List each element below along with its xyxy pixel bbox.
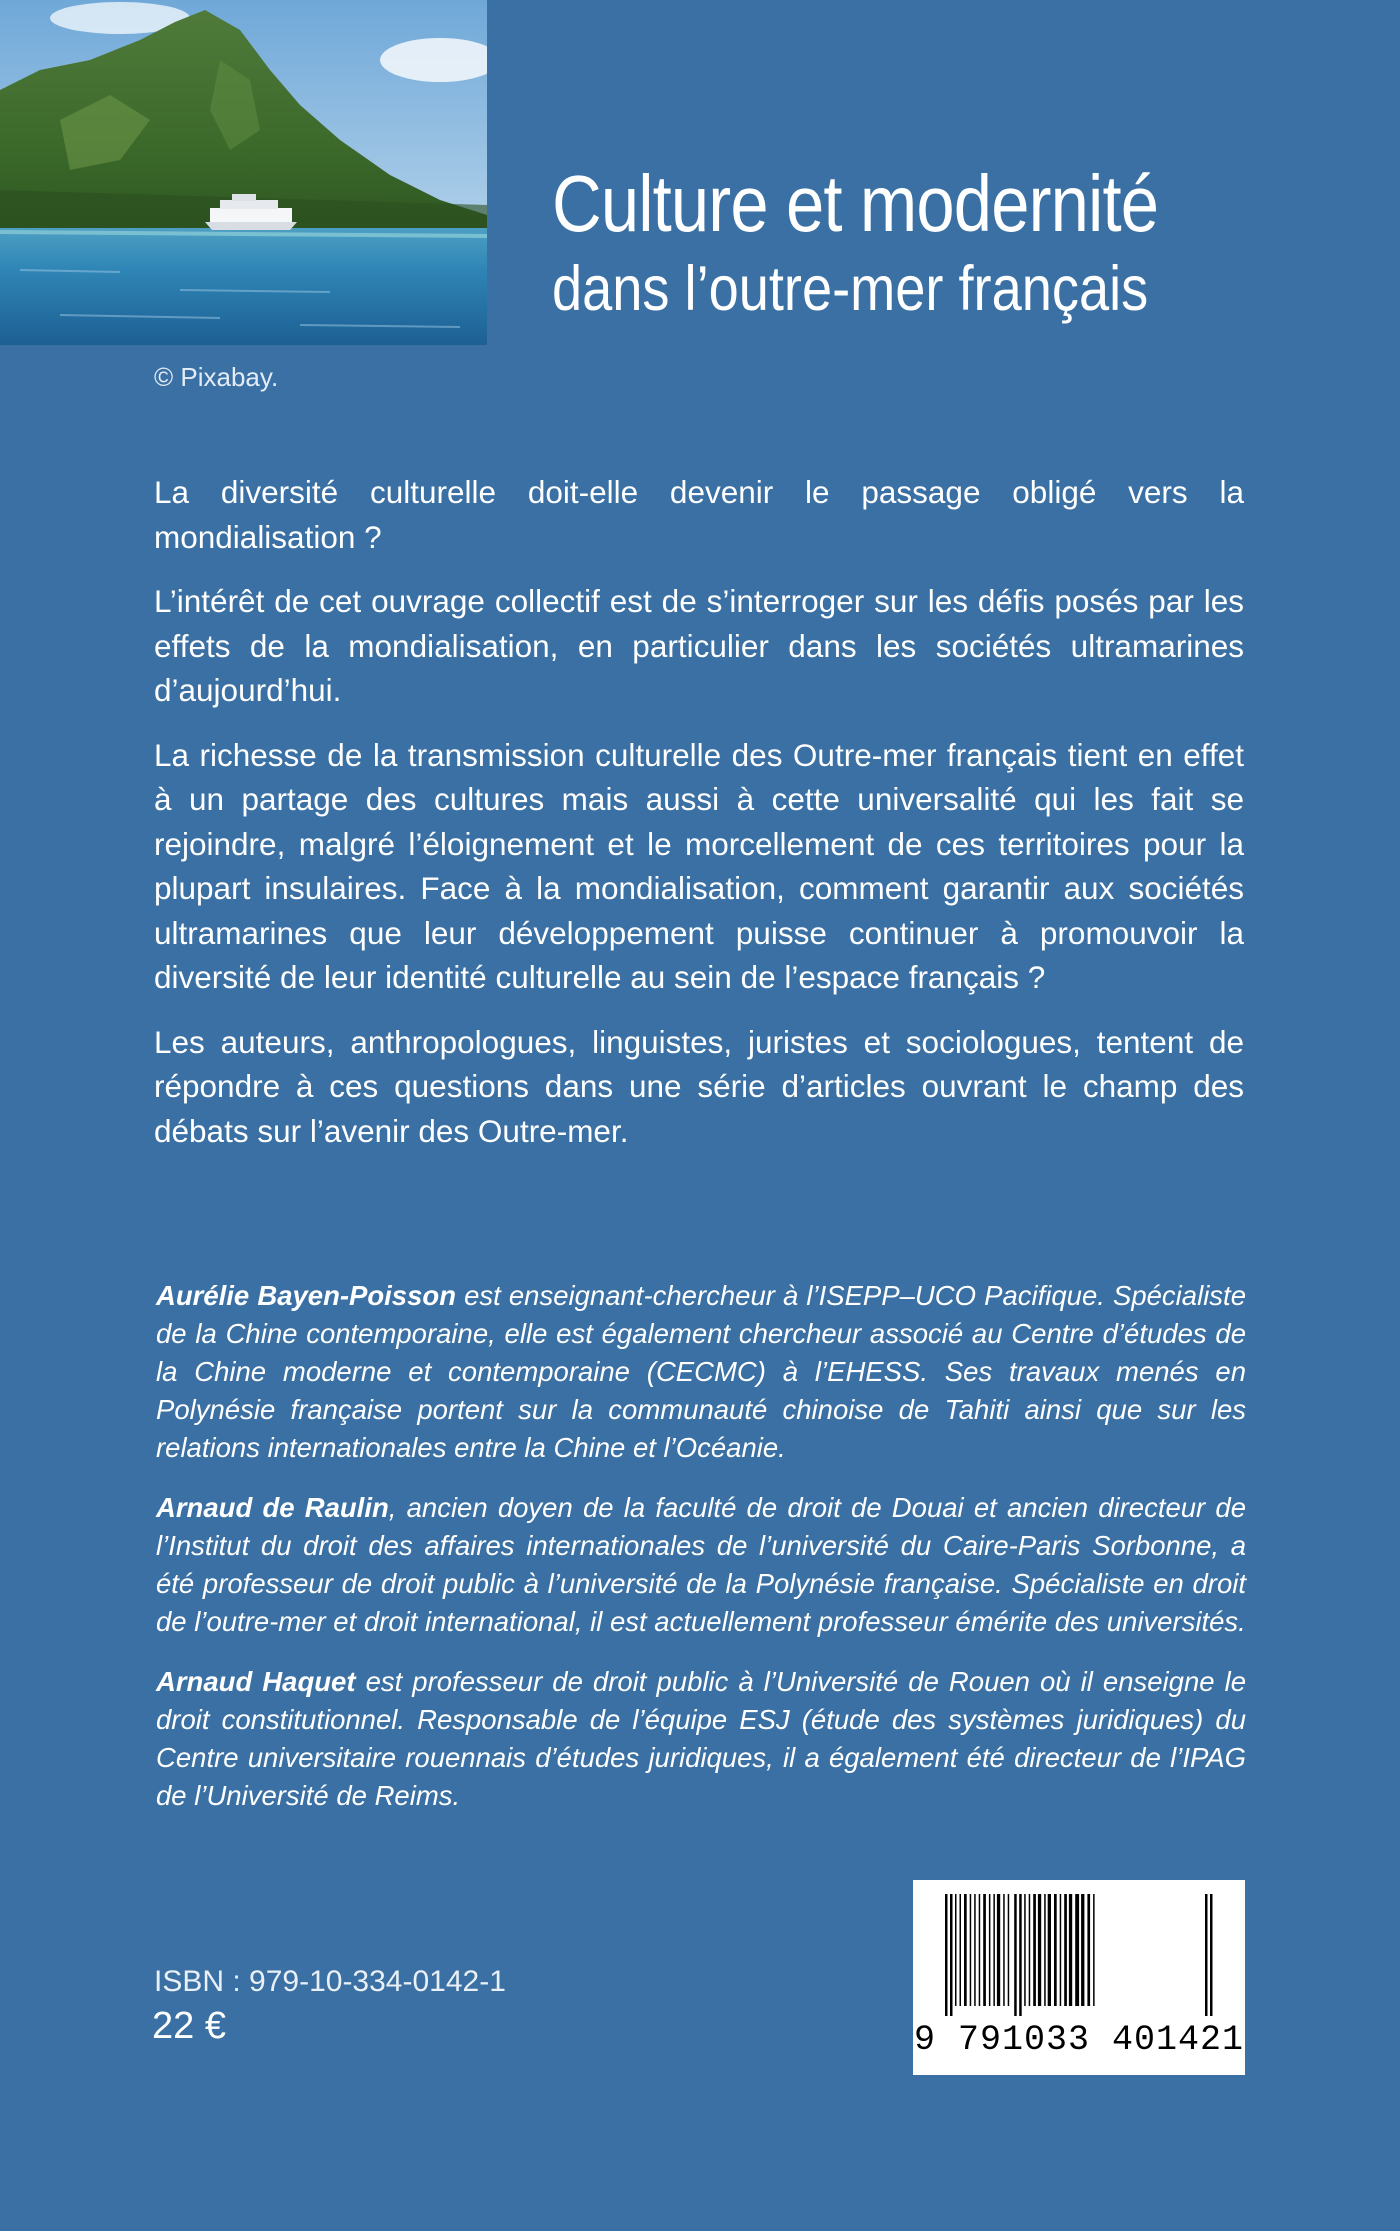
blurb-paragraph: Les auteurs, anthropologues, linguistes, juristes et sociologues, tentent de répondre à ces questions dans une série d’articles ouvrant le champ des débats sur l’avenir des Outre-mer. — [154, 1023, 1244, 1149]
barcode-bar — [1060, 1894, 1062, 2006]
barcode-bar — [1038, 1894, 1041, 2006]
isbn-label: ISBN : 979-10-334-0142-1 — [154, 1965, 506, 1998]
barcode-bar — [945, 1894, 948, 2016]
barcode-bar — [993, 1894, 995, 2006]
book-blurb — [154, 470, 1244, 1173]
author-name: Aurélie Bayen-Poisson — [156, 1280, 456, 1311]
barcode-bar — [989, 1894, 991, 2006]
barcode-bar — [974, 1894, 976, 2006]
barcode-bars — [913, 1880, 1245, 2020]
author-bio — [156, 1489, 1246, 1641]
title-line-1: Culture et modernité — [552, 159, 1159, 248]
barcode-bar — [1081, 1894, 1084, 2006]
barcode-bar — [1008, 1894, 1010, 2006]
barcode-bar — [1075, 1894, 1079, 2006]
barcode-bar — [983, 1894, 986, 2006]
author-bios — [156, 1277, 1246, 1837]
barcode-bar — [1019, 1894, 1022, 2016]
barcode-digits: 9 791033 401421 — [913, 2020, 1245, 2060]
author-bio — [156, 1663, 1246, 1815]
photo-credit: © Pixabay. — [154, 362, 279, 392]
barcode-bar — [1087, 1894, 1090, 2006]
blurb-paragraph: La diversité culturelle doit-elle devenir le passage obligé vers la mondialisation ? — [154, 474, 1244, 555]
barcode-bar — [1033, 1894, 1036, 2006]
barcode-bar — [1014, 1894, 1017, 2016]
island-landscape-image — [0, 0, 487, 345]
barcode-bar — [964, 1894, 967, 2006]
barcode-bar — [1054, 1894, 1057, 2006]
barcode-bar — [1205, 1894, 1208, 2016]
barcode-bar — [970, 1894, 972, 2006]
barcode-bar — [997, 1894, 1000, 2006]
author-bio-text: est enseignant-chercheur à l’ISEPP–UCO Pacifique. Spécialiste de la Chine contemporaine, elle est également chercheur associé au Centre d’études de la Chine moderne et contemporaine (CECMC) à l’EHESS. Ses travaux menés en Polynésie française portent sur la communauté chinoise de Tahiti ainsi que sur les relations internationales entre la Chine et l’Océanie. — [156, 1280, 1246, 1463]
barcode-bar — [950, 1894, 953, 2016]
barcode-bar — [1069, 1894, 1072, 2006]
barcode-bar — [1064, 1894, 1067, 2006]
author-bio-text: , ancien doyen de la faculté de droit de Douai et ancien directeur de l’Institut du droit des affaires internationales de l’université du Caire-Paris Sorbonne, a été professeur de droit public à l’université de la Polynésie française. Spécialiste en droit de l’outre-mer et droit international, il est actuellement professeur émérite des universités. — [156, 1492, 1246, 1637]
barcode-bar — [1044, 1894, 1046, 2006]
author-name: Arnaud Haquet — [156, 1666, 356, 1697]
barcode — [913, 1880, 1245, 2075]
title-line-2: dans l’outre-mer français — [552, 254, 1149, 324]
author-bio — [156, 1277, 1246, 1467]
author-bio-text: est professeur de droit public à l’Université de Rouen où il enseigne le droit constitutionnel. Responsable de l’équipe ESJ (étude des systèmes juridiques) du Centre universitaire rouennais d’études juridiques, il a également été directeur de l’IPAG de l’Université de Reims. — [156, 1666, 1247, 1811]
blurb-paragraph: La richesse de la transmission culturelle des Outre-mer français tient en effet à un partage des cultures mais aussi à cette universalité qui les fait se rejoindre, malgré l’éloignement et le morcellement de ces territoires pour la plupart insulaires. Face à la mondialisation, comment garantir aux sociétés ultramarines que leur développement puisse continuer à promouvoir la diversité de leur identité culturelle au sein de l’espace français ? — [154, 736, 1244, 995]
book-title — [552, 158, 1382, 328]
cover-photo — [0, 0, 487, 345]
barcode-bar — [1029, 1894, 1031, 2006]
barcode-bar — [1093, 1894, 1095, 2006]
barcode-bar — [1048, 1894, 1051, 2006]
blurb-paragraph: L’intérêt de cet ouvrage collectif est de s’interroger sur les défis posés par les effets de la mondialisation, en particulier dans les sociétés ultramarines d’aujourd’hui. — [154, 583, 1244, 708]
author-name: Arnaud de Raulin — [156, 1492, 389, 1523]
barcode-bar — [960, 1894, 962, 2006]
price-label: 22 € — [152, 2005, 226, 2047]
barcode-bar — [955, 1894, 957, 2006]
barcode-bar — [1003, 1894, 1005, 2006]
barcode-bar — [1210, 1894, 1213, 2016]
barcode-bar — [979, 1894, 981, 2006]
barcode-bar — [1024, 1894, 1026, 2006]
